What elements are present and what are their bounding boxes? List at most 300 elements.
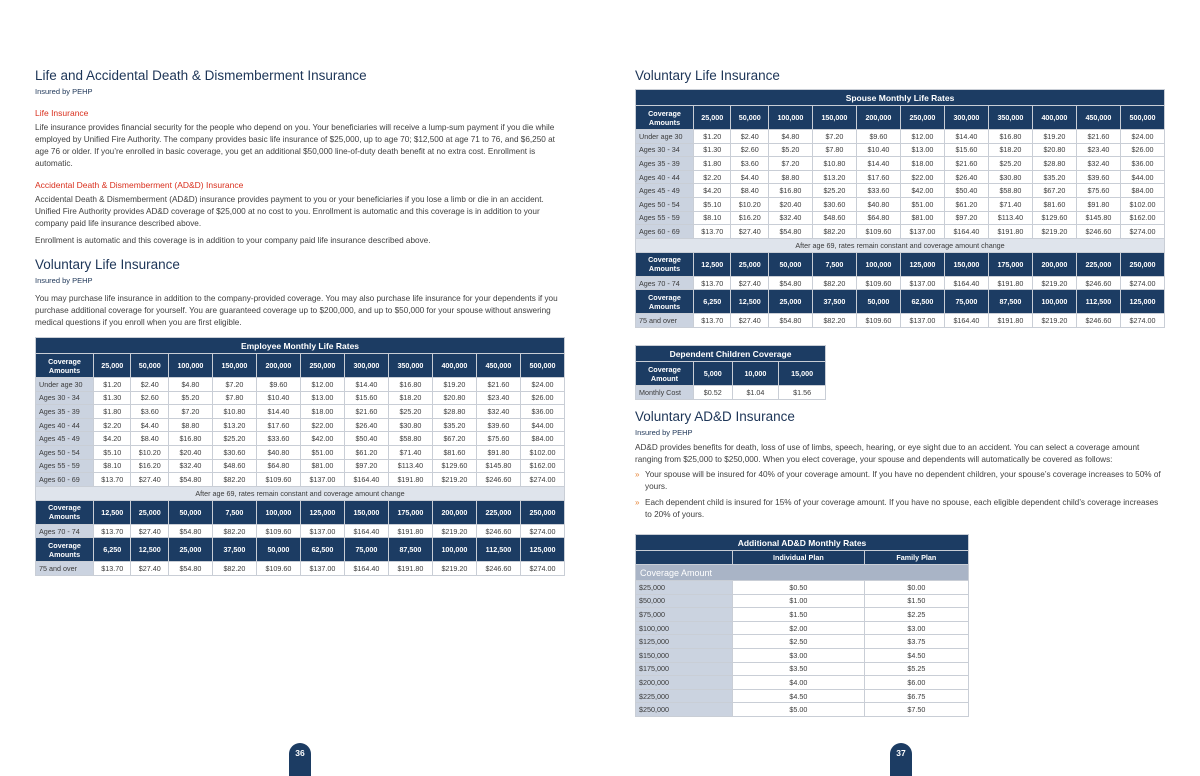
rate-cell: $191.80 [388,473,432,487]
rate-cell: $16.80 [168,432,212,446]
add-text-2: Enrollment is automatic and this coverage is in addition to your company paid life insurance described above. [35,236,431,245]
coverage-header-row [636,106,1165,130]
coverage-amount: 25,000 [131,500,168,524]
individual-rate: $3.50 [733,662,865,676]
rate-cell: $42.00 [300,432,344,446]
individual-rate: $0.50 [733,581,865,595]
rate-cell: $7.20 [812,130,856,144]
rate-cell: $4.80 [768,130,812,144]
rate-cell: $15.60 [944,143,988,157]
table-row [636,170,1165,184]
rate-cell: $8.40 [131,432,168,446]
rate-cell: $1.80 [94,405,131,419]
family-rate: $5.25 [864,662,968,676]
rate-cell: $26.00 [1120,143,1164,157]
coverage-amount: 150,000 [944,252,988,276]
rate-cell: $27.40 [131,473,168,487]
rate-cell: $3.60 [731,157,768,171]
coverage-amount: 450,000 [1076,106,1120,130]
rate-cell: $75.60 [1076,184,1120,198]
rate-cell: $274.00 [520,524,564,538]
coverage-amount: 500,000 [1120,106,1164,130]
table-title: Spouse Monthly Life Rates [636,90,1165,106]
rate-cell: $8.40 [731,184,768,198]
rate-cell: $8.10 [694,211,731,225]
rate-cell: $42.00 [900,184,944,198]
individual-rate: $4.50 [733,689,865,703]
coverage-amount: 50,000 [256,538,300,562]
rate-cell: $27.40 [731,314,768,328]
rate-cell: $24.00 [1120,130,1164,144]
coverage-amount: 150,000 [812,106,856,130]
cost-label: Monthly Cost [636,386,694,400]
table-row [636,386,826,400]
rate-cell: $84.00 [1120,184,1164,198]
coverage-label: Coverage Amounts [636,290,694,314]
rate-cell: $164.40 [944,276,988,290]
table-title: Dependent Children Coverage [636,346,826,362]
rate-cell: $4.40 [131,418,168,432]
rate-cell: $2.40 [131,378,168,392]
coverage-header-row [36,538,565,562]
individual-rate: $1.50 [733,608,865,622]
rate-cell: $20.80 [1032,143,1076,157]
rate-cell: $109.60 [856,314,900,328]
rate-cell: $17.60 [256,418,300,432]
add-rates-table [635,534,969,717]
table-row [636,581,969,595]
rate-cell: $191.80 [388,524,432,538]
coverage-label: Coverage Amounts [36,538,94,562]
rate-cell: $5.10 [694,197,731,211]
rate-cell: $191.80 [988,276,1032,290]
blank-header-cell [636,551,733,565]
rate-cell: $21.60 [1076,130,1120,144]
voluntary-life-text: You may purchase life insurance in addition to the company-provided coverage. You may also purchase life insurance for your dependents if you purchase additional coverage for yourself. You are guaranteed coverage up to $200,000, and up to $50,000 for your spouse without answering medical questions if you enroll when you are first eligible. [35,294,558,327]
rate-cell: $14.40 [944,130,988,144]
rate-cell: $7.80 [812,143,856,157]
rate-cell: $48.60 [212,459,256,473]
rate-cell: $97.20 [344,459,388,473]
rate-cell: $2.60 [731,143,768,157]
individual-rate: $3.00 [733,648,865,662]
rate-cell: $16.20 [131,459,168,473]
rate-cell: $39.60 [476,418,520,432]
rate-cell: $5.10 [94,445,131,459]
table-title-row [636,90,1165,106]
individual-rate: $2.50 [733,635,865,649]
coverage-amount: 250,000 [900,106,944,130]
rate-cell: $32.40 [168,459,212,473]
rate-cell: $91.80 [1076,197,1120,211]
family-rate: $1.50 [864,594,968,608]
family-rate: $0.00 [864,581,968,595]
rate-cell: $102.00 [1120,197,1164,211]
table-row [636,197,1165,211]
rate-cell: $30.60 [812,197,856,211]
note-row [636,238,1165,252]
note-row [36,486,565,500]
coverage-amount: 75,000 [344,538,388,562]
rate-cell: $219.20 [432,562,476,576]
family-rate: $6.75 [864,689,968,703]
coverage-amount: 225,000 [1076,252,1120,276]
coverage-amount: 12,500 [731,290,768,314]
rate-cell: $4.80 [168,378,212,392]
coverage-amount: 400,000 [1032,106,1076,130]
table-row [636,225,1165,239]
rate-cell: $36.00 [1120,157,1164,171]
age-label: Ages 60 - 69 [36,473,94,487]
voluntary-insured-by: Insured by PEHP [35,276,93,285]
rate-cell: $10.80 [812,157,856,171]
rate-cell: $67.20 [1032,184,1076,198]
individual-rate: $5.00 [733,703,865,717]
table-row [636,211,1165,225]
rate-cell: $64.80 [856,211,900,225]
rate-cell: $32.40 [1076,157,1120,171]
rate-cell: $246.60 [476,562,520,576]
rate-cell: $84.00 [520,432,564,446]
rate-cell: $61.20 [944,197,988,211]
rate-cell: $13.70 [694,225,731,239]
rate-cell: $8.80 [168,418,212,432]
coverage-amount: $75,000 [636,608,733,622]
table-row [636,635,969,649]
rate-cell: $145.80 [476,459,520,473]
table-row [636,594,969,608]
coverage-header-row [36,500,565,524]
rate-cell: $32.40 [768,211,812,225]
rate-cell: $51.00 [300,445,344,459]
rate-cell: $129.60 [1032,211,1076,225]
right-page [600,0,1200,776]
rate-cell: $164.40 [344,524,388,538]
age-note: After age 69, rates remain constant and coverage amount change [636,238,1165,252]
rate-cell: $13.70 [694,276,731,290]
rate-cell: $1.20 [94,378,131,392]
rate-cell: $145.80 [1076,211,1120,225]
rate-cell: $24.00 [520,378,564,392]
rate-cell: $7.20 [768,157,812,171]
coverage-amount: 200,000 [1032,252,1076,276]
coverage-amount: 50,000 [768,252,812,276]
rate-cell: $27.40 [731,225,768,239]
page-number-right: 37 [890,743,912,776]
rate-cell: $137.00 [900,276,944,290]
coverage-amount: 100,000 [432,538,476,562]
rate-cell: $58.80 [388,432,432,446]
age-label: Ages 55 - 59 [636,211,694,225]
coverage-amount: 7,500 [212,500,256,524]
coverage-amount: $100,000 [636,621,733,635]
rate-cell: $22.00 [900,170,944,184]
rate-cell: $44.00 [1120,170,1164,184]
coverage-amount: 125,000 [300,500,344,524]
add-description: AD&D provides benefits for death, loss of use of limbs, speech, hearing, or eye sight due to an accident. You can select a coverage amount ranging from $25,000 to $250,000. When you elect coverage, your spouse and dependents will automatically be covered as follows: [635,443,1140,464]
coverage-amount: 25,000 [768,290,812,314]
coverage-amount: 175,000 [988,252,1032,276]
rate-cell: $22.00 [300,418,344,432]
rate-cell: $10.40 [856,143,900,157]
table-row [36,418,565,432]
rate-cell: $36.00 [520,405,564,419]
rate-cell: $82.20 [812,225,856,239]
rate-cell: $1.80 [694,157,731,171]
spouse-rates-table [635,89,1165,328]
table-title: Additional AD&D Monthly Rates [636,535,969,551]
age-label: Ages 45 - 49 [36,432,94,446]
rate-cell: $137.00 [300,524,344,538]
rate-cell: $67.20 [432,432,476,446]
rate-cell: $8.80 [768,170,812,184]
rate-cell: $13.70 [94,524,131,538]
table-row [636,703,969,717]
rate-cell: $82.20 [212,524,256,538]
rate-cell: $19.20 [1032,130,1076,144]
coverage-amount: 400,000 [432,354,476,378]
coverage-header-row [36,354,565,378]
coverage-amount: 150,000 [212,354,256,378]
age-label: Ages 30 - 34 [636,143,694,157]
rate-cell: $113.40 [988,211,1032,225]
rate-cell: $274.00 [1120,314,1164,328]
rate-cell: $28.80 [432,405,476,419]
rate-cell: $162.00 [1120,211,1164,225]
rate-cell: $51.00 [900,197,944,211]
rate-cell: $1.30 [94,391,131,405]
rate-cell: $274.00 [520,473,564,487]
rate-cell: $14.40 [856,157,900,171]
rate-cell: $129.60 [432,459,476,473]
coverage-amount: 50,000 [856,290,900,314]
rate-cell: $16.20 [731,211,768,225]
coverage-amount: $50,000 [636,594,733,608]
coverage-amount: 100,000 [168,354,212,378]
rate-cell: $81.60 [1032,197,1076,211]
rate-cell: $32.40 [476,405,520,419]
rate-cell: $25.20 [388,405,432,419]
bullet-chevron-icon: » [635,470,640,479]
coverage-amount: 200,000 [432,500,476,524]
table-title: Employee Monthly Life Rates [36,338,565,354]
rate-cell: $21.60 [344,405,388,419]
coverage-label: Coverage Amount [636,565,969,581]
age-label: Ages 35 - 39 [36,405,94,419]
rate-cell: $9.60 [256,378,300,392]
coverage-amount: 250,000 [1120,252,1164,276]
rate-cell: $246.60 [1076,276,1120,290]
rate-cell: $26.00 [520,391,564,405]
rate-cell: $7.20 [168,405,212,419]
age-label: Under age 30 [636,130,694,144]
rate-cell: $5.20 [768,143,812,157]
rate-cell: $137.00 [300,562,344,576]
rate-cell: $54.80 [768,314,812,328]
coverage-header-row [636,252,1165,276]
coverage-header-row [636,362,826,386]
family-rate: $2.25 [864,608,968,622]
age-label: Ages 50 - 54 [636,197,694,211]
voluntary-life-section [35,257,565,329]
table-row [36,391,565,405]
rate-cell: $39.60 [1076,170,1120,184]
rate-cell: $13.70 [94,562,131,576]
coverage-amount: 500,000 [520,354,564,378]
rate-cell: $2.60 [131,391,168,405]
rate-cell: $10.20 [731,197,768,211]
family-rate: $3.75 [864,635,968,649]
age-label: Ages 30 - 34 [36,391,94,405]
coverage-amount: $250,000 [636,703,733,717]
rate-cell: $137.00 [900,225,944,239]
life-insurance-text: Life insurance provides financial security for the people who depend on you. Your beneficiaries will receive a lump-sum payment if you die while employed by Unified Fire Authority. The company provides basic life insurance of $25,000, up to age 70; $12,500 at age 71 to 76, and $6,250 at age 76 or older. If you’re enrolled in basic coverage, you get an additional $50,000 line-of-duty death benefit at no extra cost. Enrollment is automatic. [35,123,555,168]
age-label: Ages 40 - 44 [36,418,94,432]
rate-cell: $246.60 [476,524,520,538]
coverage-amount: 25,000 [168,538,212,562]
rate-cell: $97.20 [944,211,988,225]
coverage-amount: 100,000 [856,252,900,276]
coverage-amount: $125,000 [636,635,733,649]
age-label: Ages 70 - 74 [36,524,94,538]
add-bullet-list [635,469,1167,521]
rate-cell: $3.60 [131,405,168,419]
rate-cell: $17.60 [856,170,900,184]
table-row [636,314,1165,328]
table-row [636,676,969,690]
rate-cell: $10.40 [256,391,300,405]
coverage-amount: 125,000 [1120,290,1164,314]
coverage-amount: 62,500 [300,538,344,562]
rate-cell: $30.80 [988,170,1032,184]
coverage-amount: 87,500 [388,538,432,562]
family-plan-header: Family Plan [864,551,968,565]
rate-cell: $27.40 [131,524,168,538]
rate-cell: $246.60 [1076,314,1120,328]
rate-cell: $23.40 [476,391,520,405]
rate-cell: $26.40 [344,418,388,432]
rate-cell: $81.60 [432,445,476,459]
age-label: Ages 55 - 59 [36,459,94,473]
rate-cell: $274.00 [1120,225,1164,239]
rate-cell: $82.20 [812,314,856,328]
rate-cell: $33.60 [856,184,900,198]
table-row [636,143,1165,157]
family-rate: $7.50 [864,703,968,717]
rate-cell: $109.60 [856,225,900,239]
rate-cell: $19.20 [432,378,476,392]
rate-cell: $71.40 [988,197,1032,211]
table-row [636,157,1165,171]
coverage-amount: 100,000 [256,500,300,524]
voluntary-add-section [635,409,1167,525]
coverage-amount: 25,000 [694,106,731,130]
coverage-amount: 6,250 [694,290,731,314]
bullet-text: Your spouse will be insured for 40% of your coverage amount. If you have no dependent children, your spouse’s coverage increases to 50% of yours. [645,470,1161,491]
rate-cell: $14.40 [344,378,388,392]
individual-rate: $2.00 [733,621,865,635]
rate-cell: $20.40 [768,197,812,211]
coverage-label: Coverage Amounts [636,252,694,276]
coverage-amount: 100,000 [1032,290,1076,314]
rate-cell: $25.20 [812,184,856,198]
family-rate: $6.00 [864,676,968,690]
list-item [635,497,1167,521]
rate-cell: $109.60 [256,562,300,576]
bullet-text: Each dependent child is insured for 15% of your coverage amount. If you have no spouse, each eligible dependent child’s coverage increases to 20% of yours. [645,498,1159,519]
table-row [36,378,565,392]
coverage-amount: 250,000 [520,500,564,524]
rate-cell: $50.40 [344,432,388,446]
rate-cell: $44.00 [520,418,564,432]
coverage-amount: $225,000 [636,689,733,703]
rate-cell: $7.20 [212,378,256,392]
rate-cell: $54.80 [168,562,212,576]
coverage-amount: 25,000 [94,354,131,378]
rate-cell: $13.70 [94,473,131,487]
age-label: Ages 35 - 39 [636,157,694,171]
rate-cell: $109.60 [856,276,900,290]
rate-cell: $18.20 [988,143,1032,157]
coverage-amount: 175,000 [388,500,432,524]
rate-cell: $9.60 [856,130,900,144]
coverage-amount: 75,000 [944,290,988,314]
rate-cell: $27.40 [731,276,768,290]
rate-cell: $113.40 [388,459,432,473]
rate-cell: $21.60 [944,157,988,171]
rate-cell: $2.20 [694,170,731,184]
age-label: Ages 45 - 49 [636,184,694,198]
family-rate: $4.50 [864,648,968,662]
table-row [636,689,969,703]
table-title-row [36,338,565,354]
rate-cell: $64.80 [256,459,300,473]
rate-cell: $246.60 [476,473,520,487]
rate-cell: $71.40 [388,445,432,459]
rate-cell: $50.40 [944,184,988,198]
coverage-amount: 112,500 [1076,290,1120,314]
rate-cell: $0.52 [694,386,733,400]
rate-cell: $5.20 [168,391,212,405]
rate-cell: $40.80 [856,197,900,211]
rate-cell: $18.20 [388,391,432,405]
rate-cell: $48.60 [812,211,856,225]
coverage-label: Coverage Amounts [636,106,694,130]
rate-cell: $16.80 [768,184,812,198]
coverage-label: Coverage Amount [636,362,694,386]
coverage-amount: 125,000 [520,538,564,562]
table-row [36,459,565,473]
rate-cell: $61.20 [344,445,388,459]
rate-cell: $1.04 [732,386,779,400]
table-row [636,662,969,676]
rate-cell: $1.56 [779,386,826,400]
rate-cell: $14.40 [256,405,300,419]
rate-cell: $30.80 [388,418,432,432]
coverage-amount: $150,000 [636,648,733,662]
table-row [636,184,1165,198]
rate-cell: $219.20 [432,473,476,487]
rate-cell: $4.20 [94,432,131,446]
rate-cell: $164.40 [344,562,388,576]
rate-cell: $162.00 [520,459,564,473]
table-row [36,445,565,459]
rate-cell: $274.00 [520,562,564,576]
rate-cell: $10.20 [131,445,168,459]
voluntary-life-title: Voluntary Life Insurance [35,257,180,272]
rate-cell: $4.40 [731,170,768,184]
rate-cell: $13.00 [300,391,344,405]
